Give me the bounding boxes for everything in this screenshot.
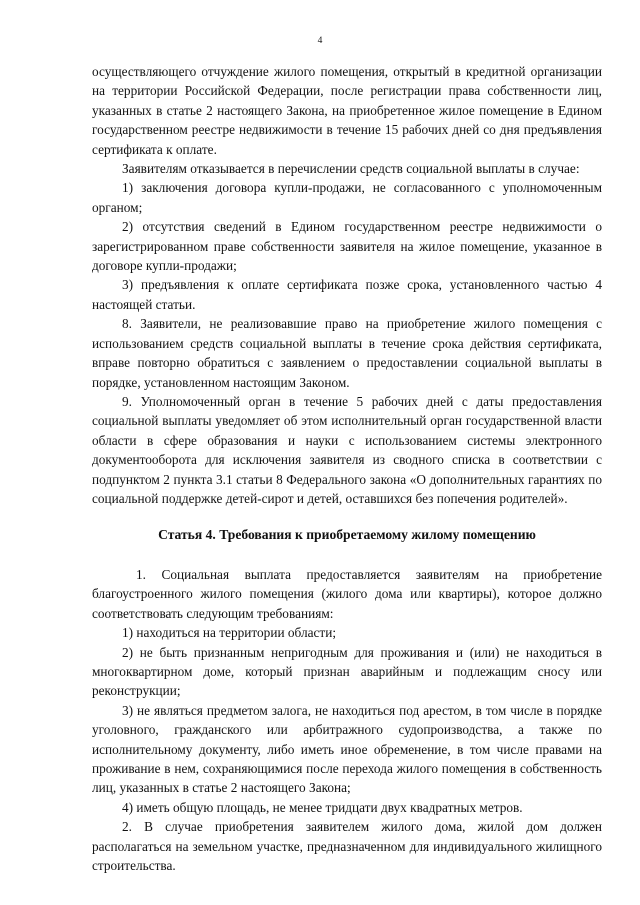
clause-8: 8. Заявители, не реализовавшие право на приобретение жилого помещения с использованием средств социальной выплаты в течение срока действия сертификата, вправе повторно обратиться с заявлением о предоставлении социальной выплаты в порядке, установленном настоящим Законом. [92,316,602,390]
requirement-2: 2) не быть признанным непригодным для проживания и (или) не находиться в многоквартирном доме, который признан аварийным и подлежащим сносу или реконструкции; [92,644,602,699]
article-4-heading: Статья 4. Требования к приобретаемому жилому помещению [158,527,536,542]
article-4-body [92,565,602,876]
paragraph-refusal-intro: Заявителям отказывается в перечислении средств социальной выплаты в случае: [122,161,580,177]
requirement-3: 3) не являться предметом залога, не находиться под арестом, в том числе в порядке уголовного, гражданского или арбитражного судопроизводства, а также по исполнительному документу, либо иметь иное обременение, в том числе правами на проживание в нем, сохраняющимися после перехода жилого помещения в собственность лиц, указанных в статье 2 настоящего Закона; [92,702,602,796]
section-body [92,62,602,508]
article-4-clause-2: 2. В случае приобретения заявителем жилого дома, жилой дом должен располагаться на земельном участке, предназначенном для индивидуального жилищного строительства. [92,819,602,874]
requirement-4: 4) иметь общую площадь, не менее тридцати двух квадратных метров. [122,799,523,815]
list-item-refusal-3: 3) предъявления к оплате сертификата позже срока, установленного частью 4 настоящей статьи. [92,277,602,312]
paragraph-continuation: осуществляющего отчуждение жилого помещения, открытый в кредитной организации на территории Российской Федерации, после регистрации права собственности лиц, указанных в статье 2 настоящего Закона, на приобретенное жилое помещение в Едином государственном реестре недвижимости в течение 15 рабочих дней со дня предъявления сертификата к оплате. [92,64,602,157]
article-4-clause-1: 1. Социальная выплата предоставляется заявителям на приобретение благоустроенного жилого помещения (жилого дома или квартиры), которое должно соответствовать следующим требованиям: [92,567,602,621]
clause-9: 9. Уполномоченный орган в течение 5 рабочих дней с даты предоставления социальной выплаты уведомляет об этом исполнительный орган государственной власти области в сфере образования и науки с использованием системы электронного документооборота для исключения заявителя из сводного списка в соответствии с подпунктом 2 пункта 3.1 статьи 8 Федерального закона «О дополнительных гарантиях по социальной поддержке детей-сирот и детей, оставшихся без попечения родителей». [92,393,602,506]
list-item-refusal-1: 1) заключения договора купли-продажи, не согласованного с уполномоченным органом; [92,180,602,215]
requirement-1: 1) находиться на территории области; [122,625,337,641]
list-item-refusal-2: 2) отсутствия сведений в Едином государственном реестре недвижимости о зарегистрированном праве собственности заявителя на жилое помещение, указанное в договоре купли-продажи; [92,219,602,274]
page-number: 4 [317,36,323,46]
